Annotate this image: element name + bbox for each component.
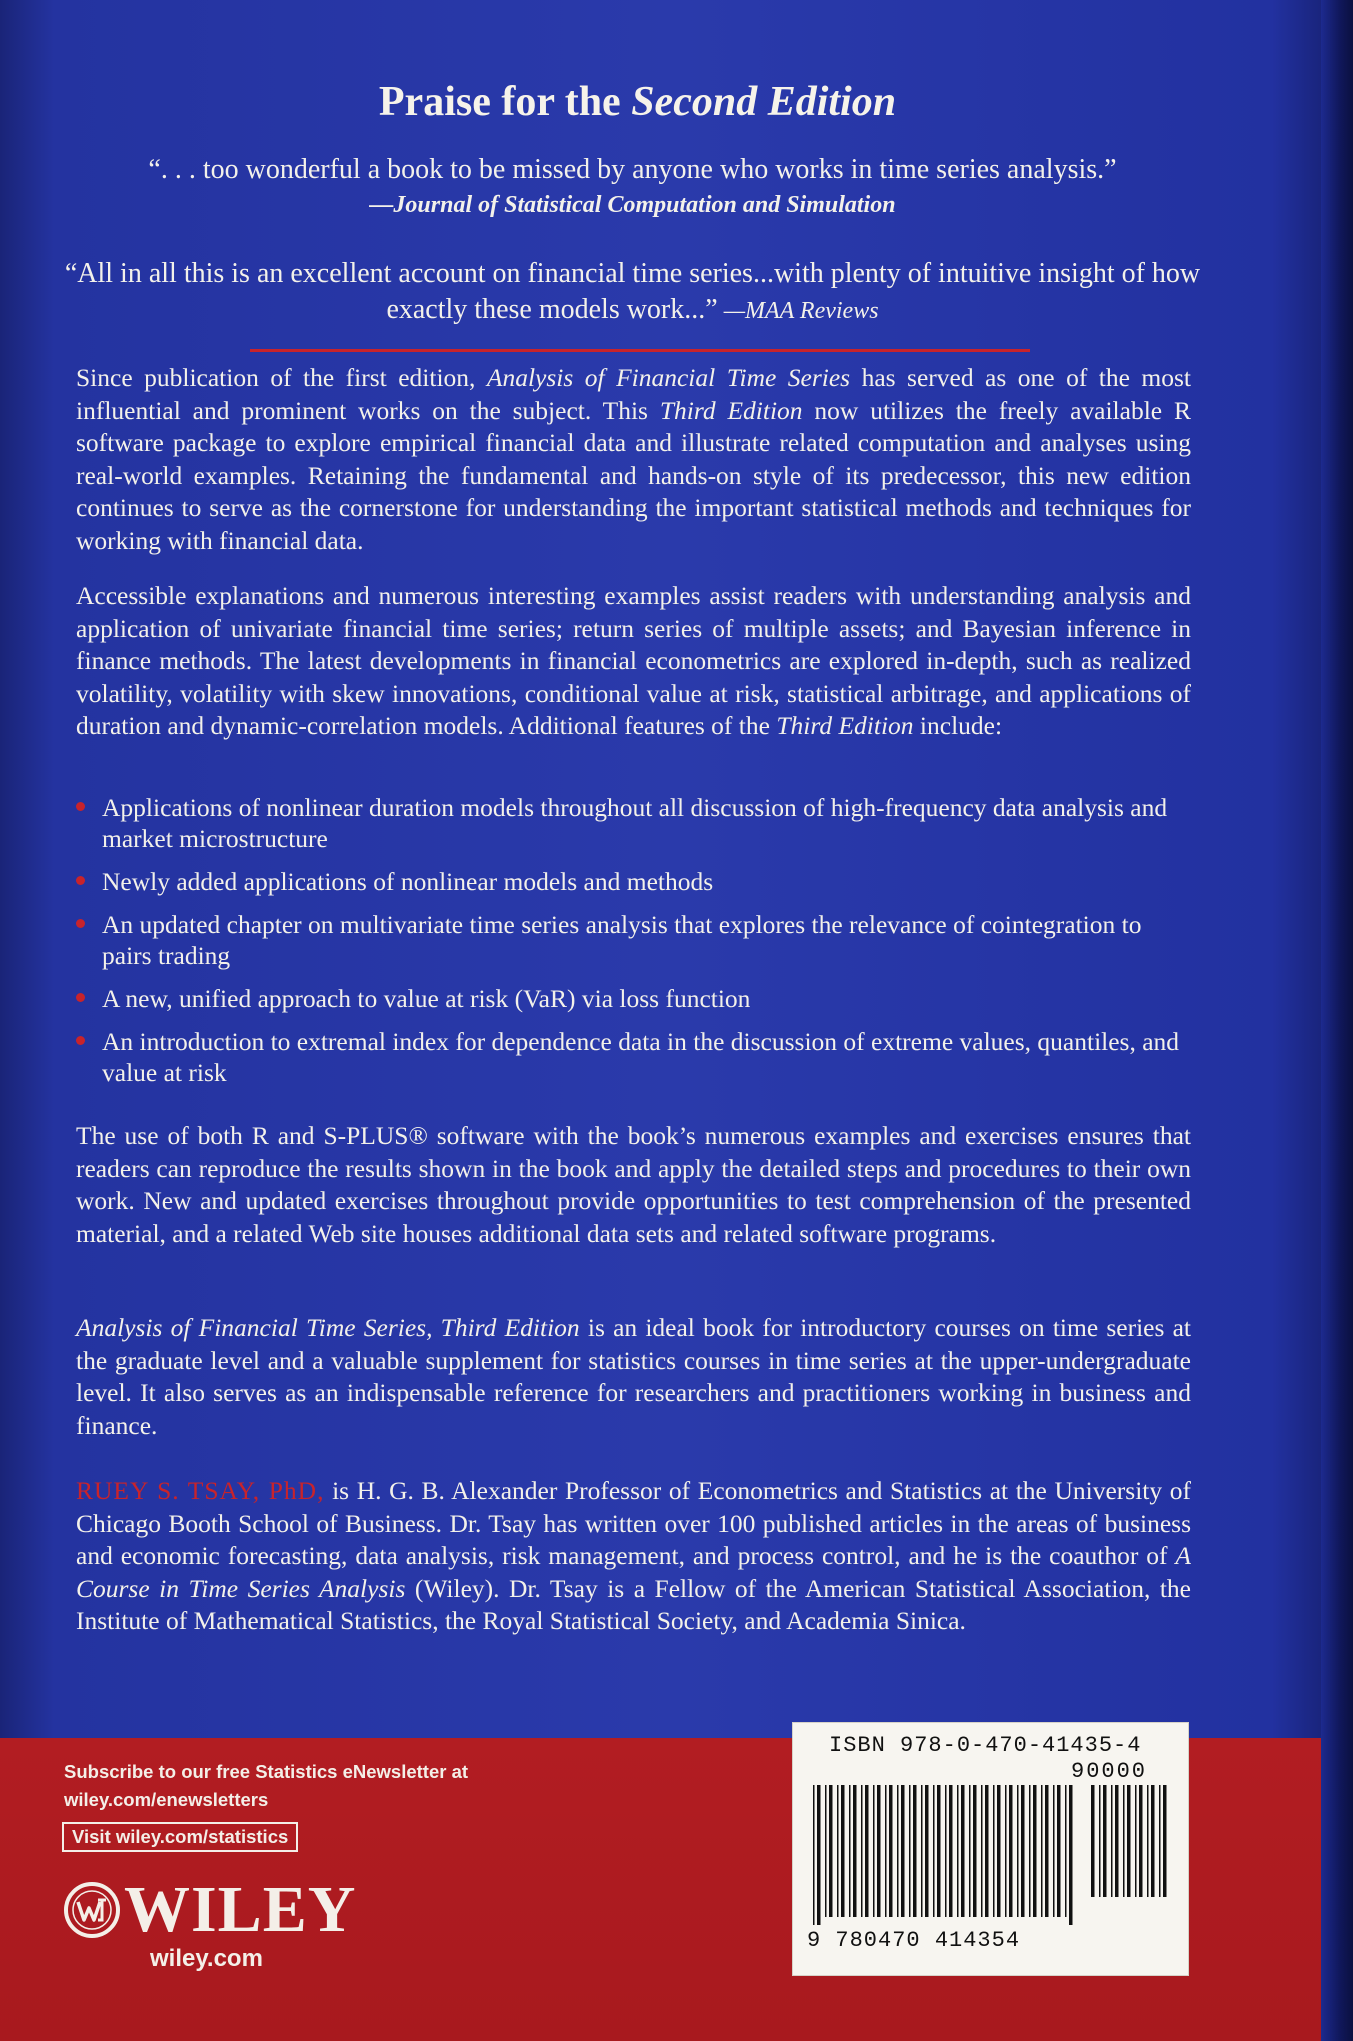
bullet-icon (76, 876, 85, 885)
barcode-bar (1009, 1785, 1013, 1917)
barcode-bar (1053, 1785, 1055, 1917)
isbn-barcode (792, 1722, 1189, 1976)
barcode-bar (829, 1785, 833, 1917)
spine-edge (1321, 0, 1353, 2041)
barcode-bar (981, 1785, 983, 1917)
price-code: 90000 (1071, 1759, 1148, 1784)
barcode-bar (849, 1785, 851, 1917)
barcode-bar (817, 1785, 821, 1925)
barcode-bar (1111, 1785, 1113, 1897)
barcode-bar (837, 1785, 839, 1917)
barcode-bar (841, 1785, 845, 1917)
barcode-bar (885, 1785, 887, 1917)
feature-item: A new, unified approach to value at risk (VaR) via loss function (76, 983, 1196, 1014)
description-paragraph-1: Since publication of the first edition, Analysis of Financial Time Series has served as one of the most influential and prominent works on the subject. This Third Edition now utilizes the freely available R software package to explore empirical financial data and illustrate related computation and analyses using real-world examples. Retaining the fundamental and hands-on style of its predecessor, this new edition continues to serve as the cornerstone for understanding the important statistical methods and techniques for working with financial data. (76, 363, 1191, 555)
barcode-bar (1123, 1785, 1125, 1897)
barcode-bar (1115, 1785, 1119, 1897)
praise-quote-2: “All in all this is an excellent account on financial time series...with plenty of intuitive insight of how exactly these models work...” —MAA Reviews (64, 258, 1201, 325)
barcode-bar (1069, 1785, 1073, 1925)
barcode-bar (925, 1785, 929, 1917)
bullet-icon (76, 919, 85, 928)
ean-number: 9 780470 414354 (807, 1928, 1021, 1953)
feature-item: An updated chapter on multivariate time series analysis that explores the relevance of cointegration to pairs trading (76, 909, 1196, 971)
barcode-bar (1005, 1785, 1007, 1917)
feature-item: An introduction to extremal index for dependence data in the discussion of extreme values, quantiles, and value at risk (76, 1026, 1196, 1088)
barcode-bar (1159, 1785, 1161, 1897)
barcode-bar (1045, 1785, 1049, 1917)
barcode-bar (1057, 1785, 1061, 1917)
barcode-bar (1021, 1785, 1025, 1917)
barcode-bar (865, 1785, 869, 1917)
barcode-bar (1163, 1785, 1167, 1897)
barcode-bar (945, 1785, 947, 1917)
feature-item: Applications of nonlinear duration models throughout all discussion of high-frequency data analysis and market microstructure (76, 792, 1196, 854)
divider-rule (250, 349, 1030, 352)
barcode-bar (937, 1785, 941, 1917)
barcode-bar (973, 1785, 977, 1917)
barcode-bar (1041, 1785, 1043, 1917)
barcode-bar (957, 1785, 959, 1917)
visit-website-box: Visit wiley.com/statistics (62, 1822, 298, 1852)
barcode-bar (993, 1785, 995, 1917)
barcode-bar (1135, 1785, 1137, 1897)
barcode-bar (901, 1785, 905, 1917)
barcode-bar (1139, 1785, 1143, 1897)
barcode-bar (913, 1785, 917, 1917)
wiley-url: wiley.com (150, 1945, 263, 1972)
newsletter-text: Subscribe to our free Statistics eNewsletter at wiley.com/enewsletters (64, 1761, 469, 1810)
bullet-icon (76, 993, 85, 1002)
author-name: RUEY S. TSAY, PhD, (76, 1476, 325, 1505)
feature-item: Newly added applications of nonlinear models and methods (76, 866, 1196, 897)
barcode-bar (877, 1785, 881, 1917)
barcode-bar (1103, 1785, 1107, 1897)
bullet-icon (76, 1036, 85, 1045)
bullet-icon (76, 802, 85, 811)
isbn-number: ISBN 978-0-470-41435-4 (829, 1733, 1142, 1758)
barcode-bar (861, 1785, 863, 1917)
feature-list (76, 792, 1196, 1100)
barcode-bar (1029, 1785, 1031, 1917)
wiley-logo-text: WILEY (124, 1873, 357, 1946)
barcode-bar (1151, 1785, 1155, 1897)
barcode-bar (997, 1785, 1001, 1917)
barcode-bar (909, 1785, 911, 1917)
barcode-bar (873, 1785, 875, 1917)
barcode-bar (961, 1785, 965, 1917)
barcode-bar (1147, 1785, 1149, 1897)
barcode-bar (985, 1785, 989, 1917)
barcode-bar (853, 1785, 857, 1917)
barcode-bar (1017, 1785, 1019, 1917)
praise-quote-1: “. . . too wonderful a book to be missed by anyone who works in time series analysis.” (148, 154, 1117, 185)
barcode-bar (889, 1785, 893, 1917)
description-paragraph-4: Analysis of Financial Time Series, Third Edition is an ideal book for introductory courses on time series at the graduate level and a valuable supplement for statistics courses in time series at the upper-undergraduate level. It also serves as an indispensable reference for researchers and practitioners working in business and finance. (76, 1313, 1191, 1440)
barcode-bar (1127, 1785, 1131, 1897)
praise-quote-1-source: —Journal of Statistical Computation and Simulation (369, 192, 896, 218)
description-paragraph-2: Accessible explanations and numerous interesting examples assist readers with understanding analysis and application of univariate financial time series; return series of multiple assets; and Bayesian inference in finance methods. The latest developments in financial econometrics are explored in-depth, such as realized volatility, volatility with skew innovations, conditional value at risk, statistical arbitrage, and applications of duration and dynamic-correlation models. Additional features of the Third Edition include: (76, 581, 1191, 740)
praise-quote-2-source: —MAA Reviews (717, 298, 879, 324)
barcode-bars (809, 1785, 1174, 1925)
barcode-bar (933, 1785, 935, 1917)
barcode-bar (969, 1785, 971, 1917)
barcode-bar (1099, 1785, 1101, 1897)
barcode-bar (825, 1785, 827, 1917)
barcode-bar (897, 1785, 899, 1917)
wiley-seal-icon (62, 1880, 122, 1940)
barcode-bar (1065, 1785, 1067, 1917)
barcode-bar (1033, 1785, 1037, 1917)
description-paragraph-3: The use of both R and S-PLUS® software with the book’s numerous examples and exercises ensures that readers can reproduce the results shown in the book and apply the detailed steps and procedures to their own work. New and updated exercises throughout provide opportunities to test comprehension of the presented material, and a related Web site houses additional data sets and related software programs. (76, 1121, 1191, 1248)
praise-heading: Praise for the Second Edition (378, 79, 897, 125)
barcode-bar (921, 1785, 923, 1917)
author-bio: RUEY S. TSAY, PhD, is H. G. B. Alexander Professor of Econometrics and Statistics at the University of Chicago Booth School of Business. Dr. Tsay has written over 100 published articles in the areas of business and economic forecasting, data analysis, risk management, and process control, and he is the coauthor of A Course in Time Series Analysis (Wiley). Dr. Tsay is a Fellow of the American Statistical Association, the Institute of Mathematical Statistics, the Royal Statistical Society, and Academia Sinica. (76, 1476, 1192, 1635)
barcode-bar (1091, 1785, 1095, 1897)
barcode-bar (949, 1785, 953, 1917)
barcode-bar (813, 1785, 815, 1925)
